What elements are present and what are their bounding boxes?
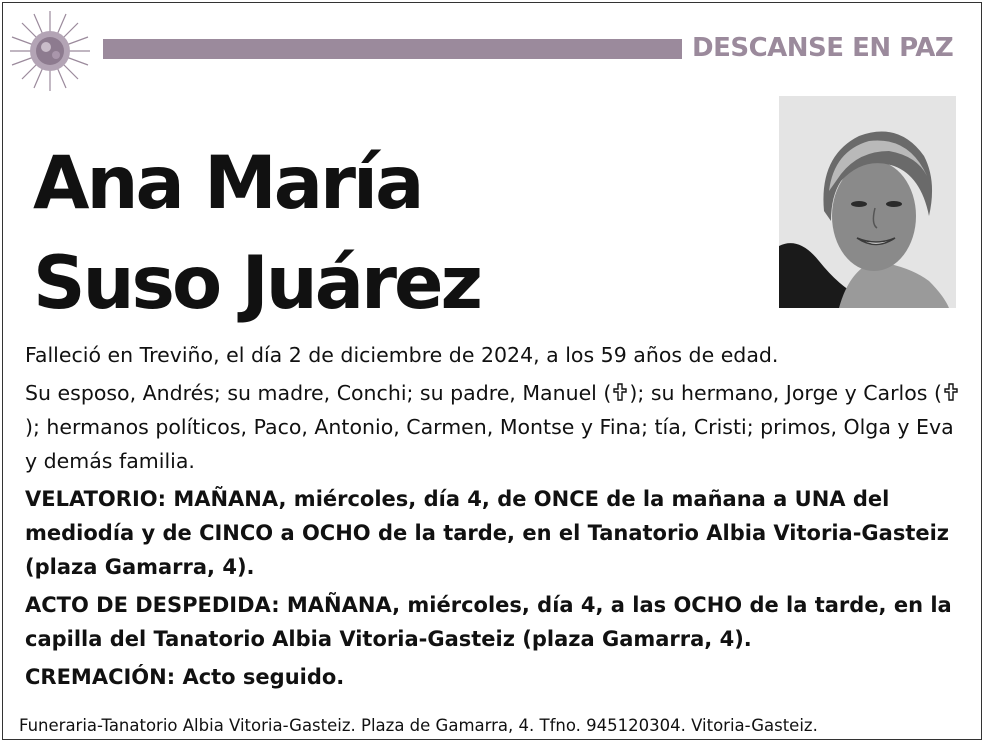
wake-notice: VELATORIO: MAÑANA, miércoles, día 4, de ONCE de la mañana a UNA del mediodía y de CINCO a OCHO de la tarde, en el Tanatorio Albia Vitoria-Gasteiz (plaza Gamarra, 4). bbox=[25, 487, 950, 579]
latin-cross-icon bbox=[611, 382, 629, 402]
family-text-part2: ); su hermano, Jorge y Carlos ( bbox=[629, 381, 942, 405]
deceased-name bbox=[33, 134, 480, 334]
header-label: DESCANSE EN PAZ bbox=[692, 33, 954, 63]
family-text-part3: ); hermanos políticos, Paco, Antonio, Carmen, Montse y Fina; tía, Cristi; primos, Olga y Eva y demás familia. bbox=[25, 415, 954, 473]
header-divider-bar bbox=[103, 39, 682, 59]
obituary-body bbox=[25, 338, 960, 698]
family-text-part1: Su esposo, Andrés; su madre, Conchi; su padre, Manuel ( bbox=[25, 381, 612, 405]
portrait-photo bbox=[779, 96, 956, 308]
deceased-name-line1: Ana María bbox=[33, 141, 422, 226]
deceased-name-line2: Suso Juárez bbox=[33, 241, 480, 326]
funeral-home-footer: Funeraria-Tanatorio Albia Vitoria-Gasteiz. Plaza de Gamarra, 4. Tfno. 945120304. Vitoria-Gasteiz. bbox=[19, 716, 818, 735]
death-notice: Falleció en Treviño, el día 2 de diciembre de 2024, a los 59 años de edad. bbox=[25, 343, 779, 367]
family-list bbox=[25, 376, 960, 478]
farewell-notice: ACTO DE DESPEDIDA: MAÑANA, miércoles, día 4, a las OCHO de la tarde, en la capilla del Tanatorio Albia Vitoria-Gasteiz (plaza Gamarra, 4). bbox=[25, 593, 952, 651]
cremation-notice: CREMACIÓN: Acto seguido. bbox=[25, 665, 345, 689]
thistle-flower-icon bbox=[6, 9, 94, 93]
latin-cross-icon bbox=[942, 382, 960, 402]
